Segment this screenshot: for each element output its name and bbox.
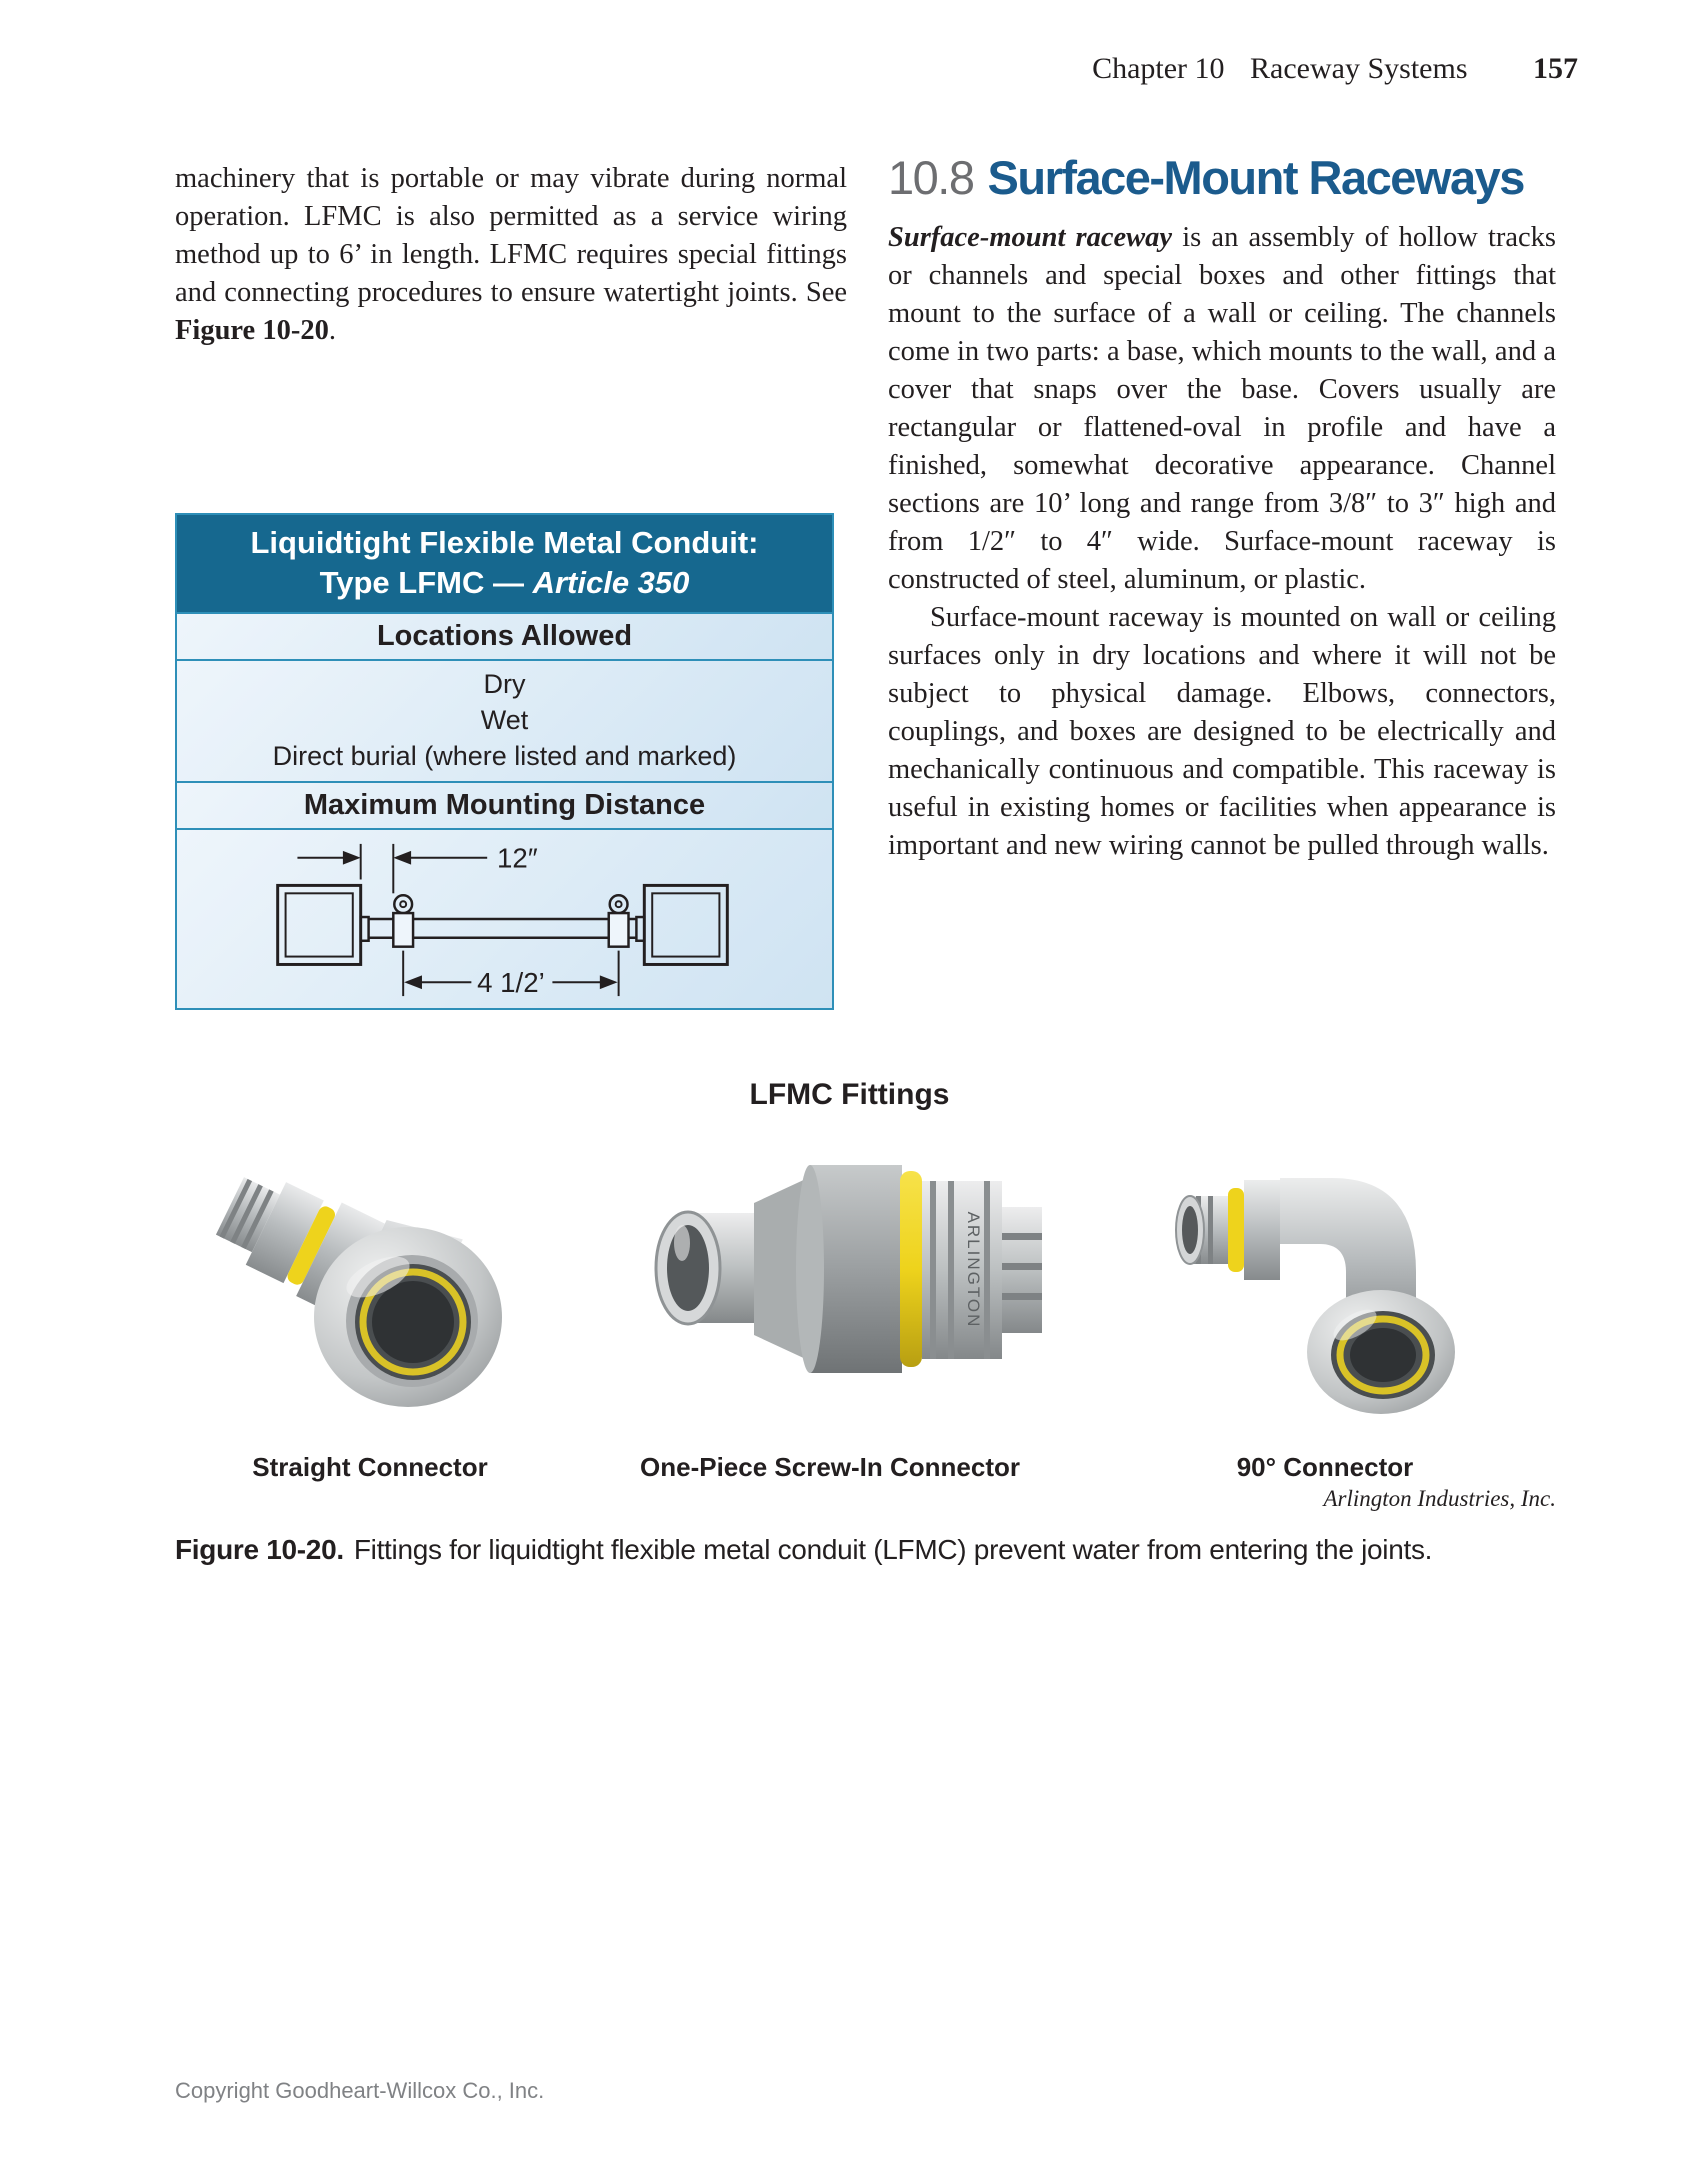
left-paragraph: [175, 160, 847, 350]
hex-nut: [1244, 1180, 1280, 1280]
table-title-line1: Liquidtight Flexible Metal Conduit:: [250, 525, 759, 560]
table-title-type: Type LFMC —: [319, 565, 533, 600]
section-title: Surface-Mount Raceways: [987, 151, 1524, 204]
conduit-clamp: [609, 895, 629, 946]
figure-caption: [175, 1534, 1575, 1566]
left-paragraph-end: .: [328, 315, 336, 346]
left-paragraph-text: machinery that is portable or may vibrate during normal operation. LFMC is also permitted as a service wiring method up to 6’ in length. LFMC requires special fittings and connecting procedures to ensure watertight joints. See: [175, 163, 847, 308]
right-column: [888, 150, 1556, 865]
brand-engraving: ARLINGTON: [964, 1211, 983, 1329]
connector-opening: [314, 1227, 502, 1407]
straight-connector-photo: [200, 1105, 520, 1440]
mounting-distance-diagram: [177, 836, 828, 1004]
page-number: 157: [1533, 52, 1578, 85]
photo-label-90-connector: 90° Connector: [1236, 1452, 1414, 1482]
running-head: [0, 52, 1578, 86]
photo-label-one-piece-connector: One-Piece Screw-In Connector: [640, 1452, 1020, 1482]
ribbed-collar: [922, 1181, 1002, 1359]
lfmc-summary-table: [175, 513, 834, 1010]
body-drum: [796, 1165, 902, 1373]
ferrule-end: [656, 1212, 754, 1324]
dimension-label-12in: 12″: [497, 842, 538, 874]
section-paragraph-2: Surface-mount raceway is mounted on wall or ceiling surfaces only in dry locations and where it will not be subject to physical damage. Elbows, connectors, couplings, and boxes are designed to be electrically and mechanically continuous and compatible. This raceway is useful in existing homes or facilities when appearance is important and new wiring cannot be pulled through walls.: [888, 602, 1556, 861]
left-column: [175, 160, 847, 350]
90-degree-connector-photo: [1150, 1120, 1500, 1440]
one-piece-connector-illustration: [600, 1095, 1060, 1445]
photo-label-straight-connector: Straight Connector: [252, 1452, 488, 1482]
90-degree-connector-illustration: [1150, 1120, 1500, 1440]
left-junction-box: [278, 885, 361, 964]
figure-title: LFMC Fittings: [749, 1078, 950, 1111]
copyright-notice: Copyright Goodheart-Willcox Co., Inc.: [175, 2078, 545, 2103]
glossary-term: Surface-mount raceway: [888, 222, 1173, 253]
mounting-diagram: [177, 828, 832, 1008]
location-item-burial: Direct burial (where listed and marked): [272, 741, 737, 771]
figure-caption-text: Fittings for liquidtight flexible metal conduit (LFMC) prevent water from entering the joints.: [353, 1534, 1433, 1565]
connector-opening: [1307, 1290, 1455, 1414]
section-paragraph-1: [888, 219, 1556, 599]
section-paragraph-1-text: is an assembly of hollow tracks or channels and special boxes and other fittings that mount to the surface of a wall or ceiling. The channels come in two parts: a base, which mounts to the wall, and a cover that snaps over the base. Covers usually are rectangular or flattened-oval in profile and have a finished, somewhat decorative appearance. Channel sections are 10’ long and range from 3/8″ to 3″ high and from 1/2″ to 4″ wide. Surface-mount raceway is constructed of steel, aluminum, or plastic.: [888, 222, 1556, 595]
figure-reference: Figure 10-20: [175, 315, 329, 346]
sealing-ring: [1228, 1188, 1244, 1272]
right-junction-box: [644, 885, 727, 964]
section-heading: [888, 150, 1556, 205]
location-item-wet: Wet: [480, 705, 529, 735]
figure-caption-label: Figure 10-20.: [175, 1534, 344, 1565]
chapter-title: Raceway Systems: [1250, 52, 1468, 85]
one-piece-screw-in-connector-photo: [600, 1095, 1060, 1445]
table-title-article: Article 350: [532, 565, 690, 600]
straight-connector-illustration: [200, 1105, 520, 1440]
conduit-clamp: [393, 895, 413, 946]
section-number: 10.8: [888, 151, 974, 204]
mounting-distance-header: Maximum Mounting Distance: [177, 781, 832, 828]
sealing-ring: [900, 1171, 922, 1367]
locations-list: [177, 659, 832, 781]
dimension-label-span: 4 1/2’: [477, 967, 545, 999]
table-title: [177, 515, 832, 612]
table-title-line2: [183, 563, 826, 603]
chapter-label: Chapter 10: [1092, 52, 1225, 85]
location-item-dry: Dry: [483, 669, 526, 699]
figure-credit: Arlington Industries, Inc.: [1323, 1486, 1556, 1511]
locations-allowed-header: Locations Allowed: [177, 612, 832, 659]
threaded-end: [1176, 1196, 1228, 1264]
threaded-hub: [1002, 1207, 1042, 1333]
